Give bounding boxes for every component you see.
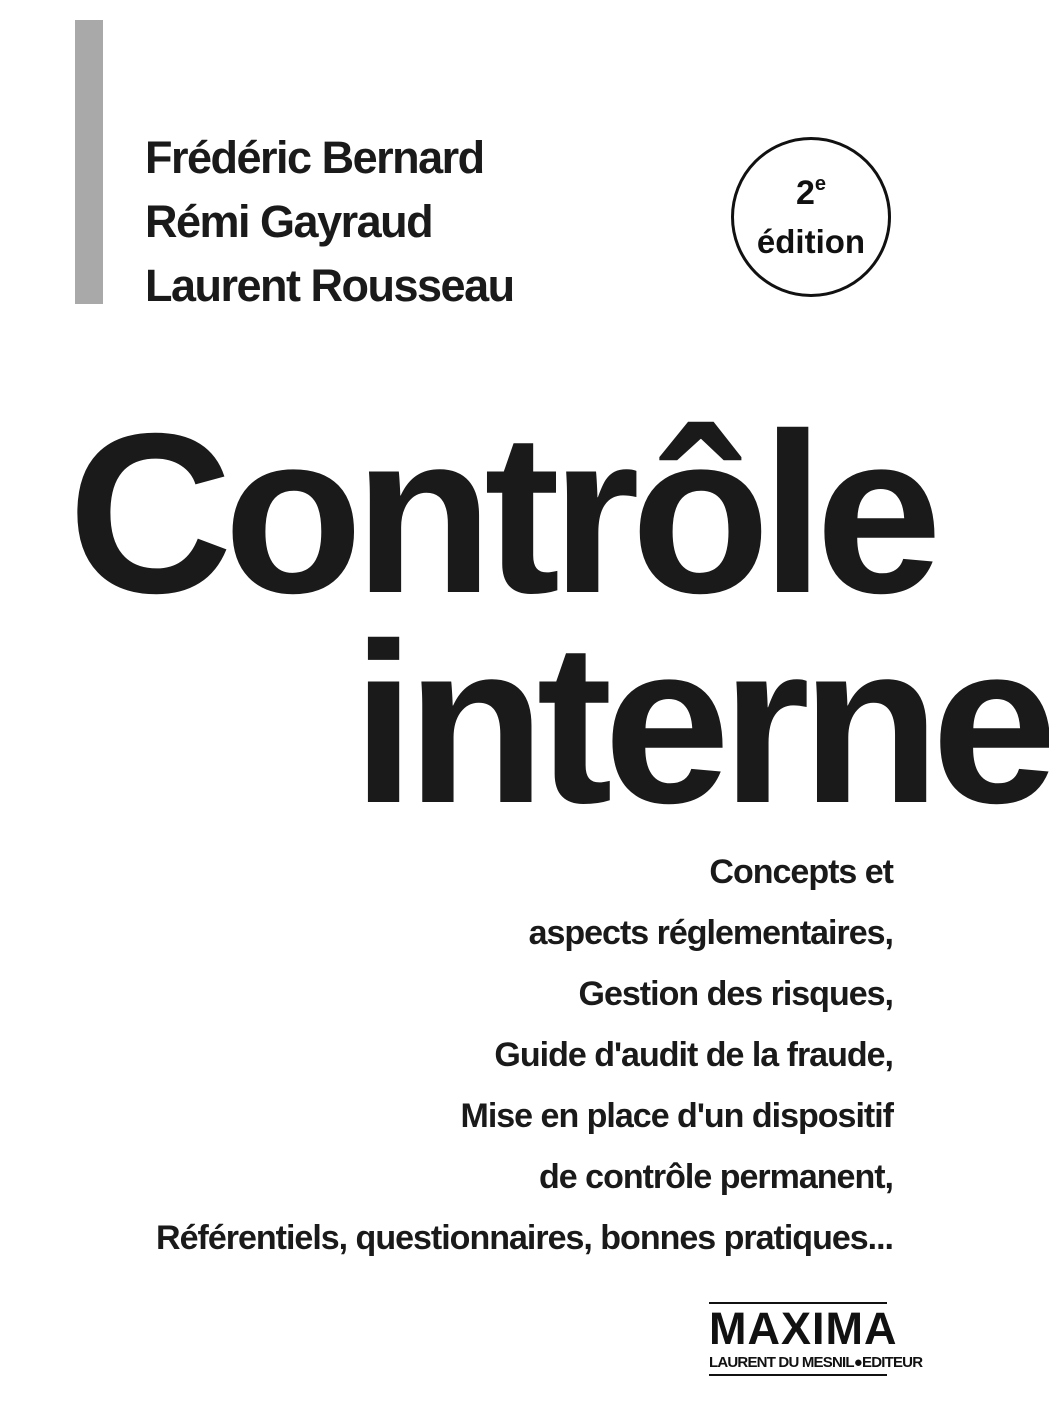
- edition-badge: [731, 137, 891, 297]
- author-name: Frédéric Bernard: [145, 132, 484, 183]
- subtitle-line: de contrôle permanent,: [539, 1158, 893, 1196]
- book-title-line-1: Contrôle: [68, 387, 934, 641]
- subtitle-line: Guide d'audit de la fraude,: [494, 1036, 893, 1074]
- author-name: Rémi Gayraud: [145, 196, 433, 247]
- subtitle-line: Gestion des risques,: [578, 975, 893, 1013]
- subtitle-line: aspects réglementaires,: [528, 914, 893, 952]
- author-name: Laurent Rousseau: [145, 260, 514, 311]
- edition-number: [734, 174, 888, 212]
- subtitle-line: Concepts et: [709, 853, 893, 891]
- book-title-line-2: interne: [352, 597, 1049, 851]
- publisher-name: LAURENT DU MESNIL●EDITEUR: [709, 1354, 923, 1371]
- subtitle-line: Référentiels, questionnaires, bonnes pratiques...: [156, 1219, 893, 1257]
- accent-bar: [75, 20, 103, 304]
- edition-number-suffix: e: [814, 173, 827, 195]
- edition-number-value: 2: [795, 174, 815, 212]
- subtitle-line: Mise en place d'un dispositif: [460, 1097, 893, 1135]
- edition-label: édition: [756, 223, 866, 260]
- publisher-logo: [709, 1302, 923, 1376]
- publisher-logo-mark: MAXIMA: [709, 1303, 898, 1354]
- author-list: [145, 126, 665, 318]
- subtitle-block: [33, 842, 893, 1269]
